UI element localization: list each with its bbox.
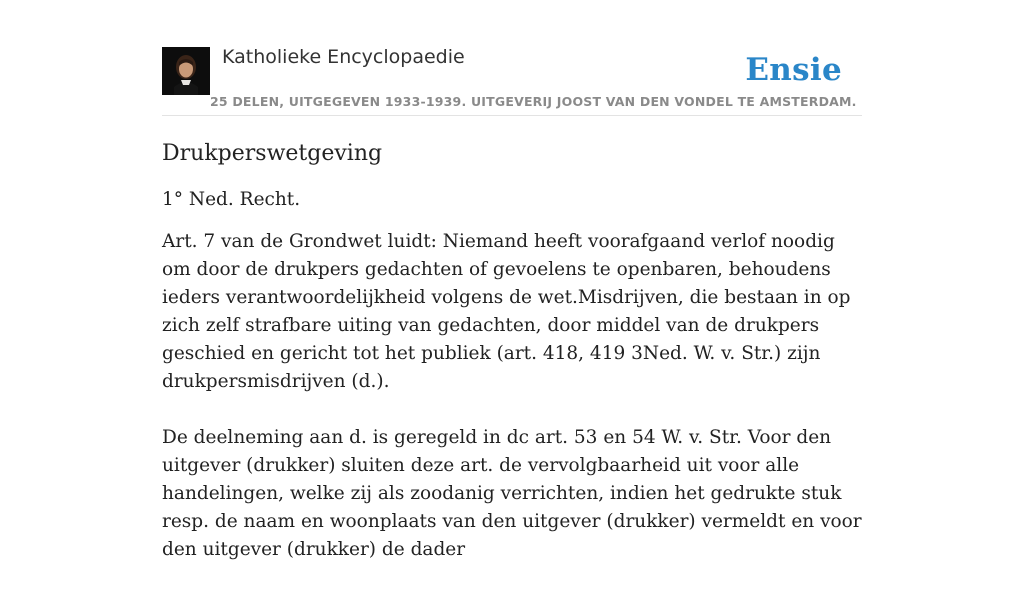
brand-logo[interactable]: Ensie (745, 52, 842, 88)
article-paragraph: Art. 7 van de Grondwet luidt: Niemand heeft voorafgaand verlof noodig om door de drukpers gedachten of gevoelens te openbaren, behoudens ieders verantwoordelijkheid volgens de wet.Misdrijven, die bestaan in op zich zelf strafbare uiting van gedachten, door middel van de drukpers geschied en gericht tot het publiek (art. 418, 419 3Ned. W. v. Str.) zijn drukpersmisdrijven (d.). (162, 231, 851, 392)
portrait-icon (162, 47, 210, 95)
article (162, 138, 864, 592)
site-header (162, 44, 862, 116)
section-heading: 1° Ned. Recht. (162, 189, 301, 210)
avatar[interactable] (162, 47, 210, 95)
site-subtitle: 25 DELEN, UITGEGEVEN 1933-1939. UITGEVERIJ JOOST VAN DEN VONDEL TE AMSTERDAM. (210, 94, 857, 109)
site-title[interactable]: Katholieke Encyclopaedie (222, 46, 465, 68)
header-divider (162, 115, 862, 116)
article-paragraph: De deelneming aan d. is geregeld in dc art. 53 en 54 W. v. Str. Voor den uitgever (drukker) sluiten deze art. de vervolgbaarheid uit voor alle handelingen, welke zij als zoodanig verrichten, indien het gedrukte stuk resp. de naam en woonplaats van den uitgever (drukker) vermeldt en voor den uitgever (drukker) de dader (162, 427, 862, 560)
article-title: Drukperswetgeving (162, 141, 383, 166)
